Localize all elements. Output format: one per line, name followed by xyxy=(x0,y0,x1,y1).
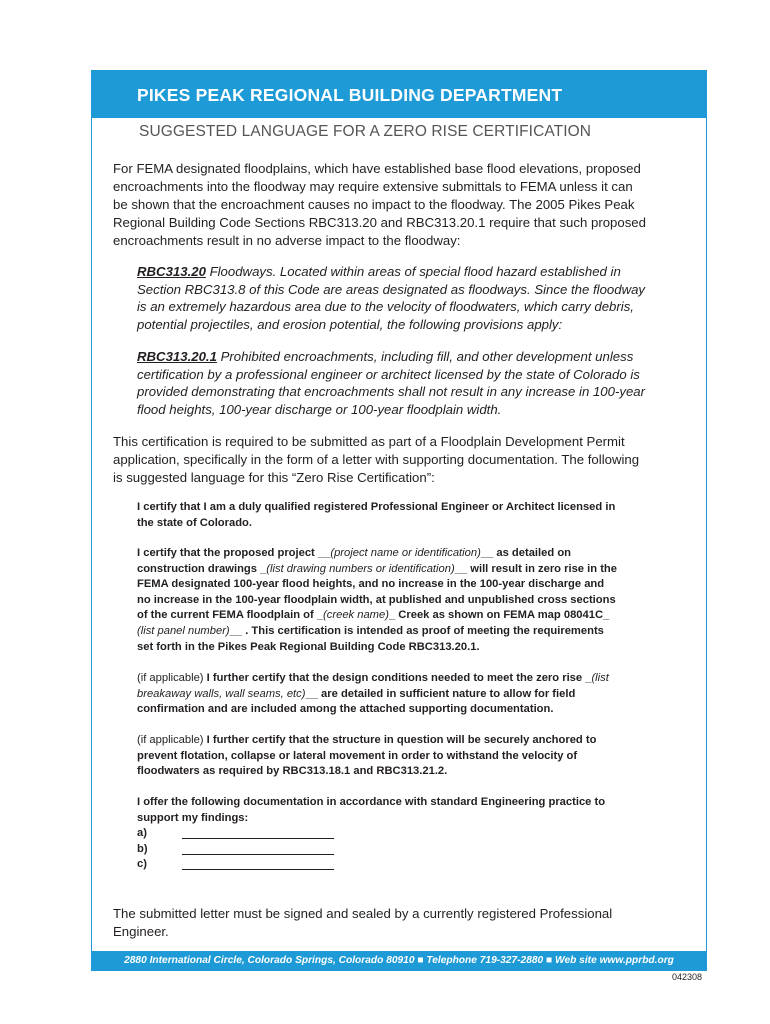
cert-line: I certify that I am a duly qualified registered Professional Engineer or Architect licensed in xyxy=(137,501,616,513)
footer-address: 2880 International Circle, Colorado Springs, Colorado 80910 xyxy=(124,955,415,966)
cert-line: confirmation and are included among the attached supporting documentation. xyxy=(137,703,554,716)
code-section-rbc313-20 xyxy=(137,263,692,333)
code-text: provided demonstrating that encroachments shall not result in any increase in 100-year xyxy=(137,384,646,400)
closing-paragraph xyxy=(113,905,691,941)
item-label: a) xyxy=(137,827,147,840)
cert-line: support my findings: xyxy=(137,811,249,824)
cert-placeholder: (list drawing numbers or identification) xyxy=(266,562,455,575)
closing-line: The submitted letter must be signed and sealed by a currently registered Professional xyxy=(113,906,613,921)
header-bar xyxy=(91,70,707,118)
cert-line: prevent flotation, collapse or lateral movement in order to withstand the velocity of xyxy=(137,749,578,762)
cert-line: floodwaters as required by RBC313.18.1 and RBC313.21.2. xyxy=(137,765,448,778)
code-reference: RBC313.20.1 xyxy=(137,349,217,364)
cert-text: I certify that the proposed project __ xyxy=(137,547,331,559)
blank-line[interactable] xyxy=(182,869,334,870)
code-reference: RBC313.20 xyxy=(137,264,206,279)
footer-website: Web site www.pprbd.org xyxy=(555,955,674,966)
requirement-line: is suggested language for this “Zero Rise Certification”: xyxy=(113,470,435,485)
intro-line: encroachments result in no adverse impact to the floodway: xyxy=(113,233,461,248)
code-text: flood heights, 100-year discharge or 100-year floodplain width. xyxy=(137,401,502,417)
cert-line: the state of Colorado. xyxy=(137,516,252,529)
requirement-line: application, specifically in the form of a letter with supporting documentation. The following xyxy=(113,452,640,467)
intro-line: For FEMA designated floodplains, which have established base flood elevations, proposed xyxy=(113,161,641,176)
cert-text: __ will result in zero rise in the xyxy=(454,562,617,575)
cert-placeholder: (project name or identification) xyxy=(330,547,481,559)
closing-line: Engineer. xyxy=(113,924,169,939)
blank-line[interactable] xyxy=(182,838,334,839)
code-section-rbc313-20-1 xyxy=(137,348,692,418)
code-text: Section RBC313.8 of this Code are areas designated as floodways. Since the floodway xyxy=(137,281,646,297)
page-title: PIKES PEAK REGIONAL BUILDING DEPARTMENT xyxy=(137,85,563,105)
code-text: is an extremely hazardous area due to the velocity of floodwaters, which carry debris, xyxy=(137,299,634,315)
cert-text: _ Creek as shown on FEMA map 08041C_ xyxy=(388,609,610,622)
documentation-item-a xyxy=(137,826,693,842)
code-text: certification by a professional engineer or architect licensed by the state of Colorado is xyxy=(137,366,640,382)
item-label: c) xyxy=(137,858,147,871)
cert-line: FEMA designated 100-year flood heights, and no increase in the 100-year discharge and xyxy=(137,578,605,591)
footer-phone: Telephone 719-327-2880 xyxy=(426,955,544,966)
certification-paragraph-4 xyxy=(137,733,693,780)
cert-placeholder: breakaway walls, wall seams, etc) xyxy=(137,687,306,700)
cert-line: set forth in the Pikes Peak Regional Building Code RBC313.20.1. xyxy=(137,640,480,653)
cert-text: __ . This certification is intended as proof of meeting the requirements xyxy=(229,624,604,637)
documentation-item-b xyxy=(137,842,693,858)
certification-paragraph-3 xyxy=(137,671,693,718)
document-subtitle: SUGGESTED LANGUAGE FOR A ZERO RISE CERTIFICATION xyxy=(139,123,592,140)
code-text: Floodways. Located within areas of special flood hazard established in xyxy=(205,264,621,279)
cert-text: I further certify that the structure in question will be securely anchored to xyxy=(203,734,597,746)
code-text: potential projectiles, and erosion potential, the following provisions apply: xyxy=(137,316,563,332)
cert-placeholder: (creek name) xyxy=(323,609,389,622)
code-text: Prohibited encroachments, including fill, and other development unless xyxy=(216,349,634,364)
cert-placeholder: (list xyxy=(591,672,609,684)
form-code: 042308 xyxy=(672,972,703,982)
requirement-paragraph xyxy=(113,433,691,487)
cert-text: of the current FEMA floodplain of _ xyxy=(137,609,324,622)
intro-line: encroachments into the floodway may require extensive submittals to FEMA unless it can xyxy=(113,179,633,194)
cert-conditional: (if applicable) xyxy=(137,672,204,684)
intro-paragraph xyxy=(113,160,691,250)
documentation-item-c xyxy=(137,857,693,873)
cert-text: __ as detailed on xyxy=(480,547,571,559)
intro-line: Regional Building Code Sections RBC313.20 and RBC313.20.1 require that such proposed xyxy=(113,215,646,230)
cert-conditional: (if applicable) xyxy=(137,734,204,746)
certification-paragraph-5 xyxy=(137,795,693,873)
footer-separator: ■ xyxy=(543,955,556,966)
cert-text: I further certify that the design conditions needed to meet the zero rise _ xyxy=(203,672,592,684)
cert-line: no increase in the 100-year floodplain width, at published and unpublished cross sections xyxy=(137,593,616,606)
cert-text: construction drawings _ xyxy=(137,562,267,575)
certification-paragraph-1 xyxy=(137,500,693,531)
intro-line: be shown that the encroachment causes no impact to the floodway. The 2005 Pikes Peak xyxy=(113,197,635,212)
blank-line[interactable] xyxy=(182,854,334,855)
cert-placeholder: (list panel number) xyxy=(137,624,230,637)
item-label: b) xyxy=(137,842,148,855)
footer-bar xyxy=(91,951,707,971)
cert-text: __ are detailed in sufficient nature to allow for field xyxy=(305,687,576,700)
certification-paragraph-2 xyxy=(137,546,693,655)
requirement-line: This certification is required to be submitted as part of a Floodplain Development Permit xyxy=(113,434,625,449)
cert-line: I offer the following documentation in accordance with standard Engineering practice to xyxy=(137,796,606,808)
footer-separator: ■ xyxy=(414,955,427,966)
